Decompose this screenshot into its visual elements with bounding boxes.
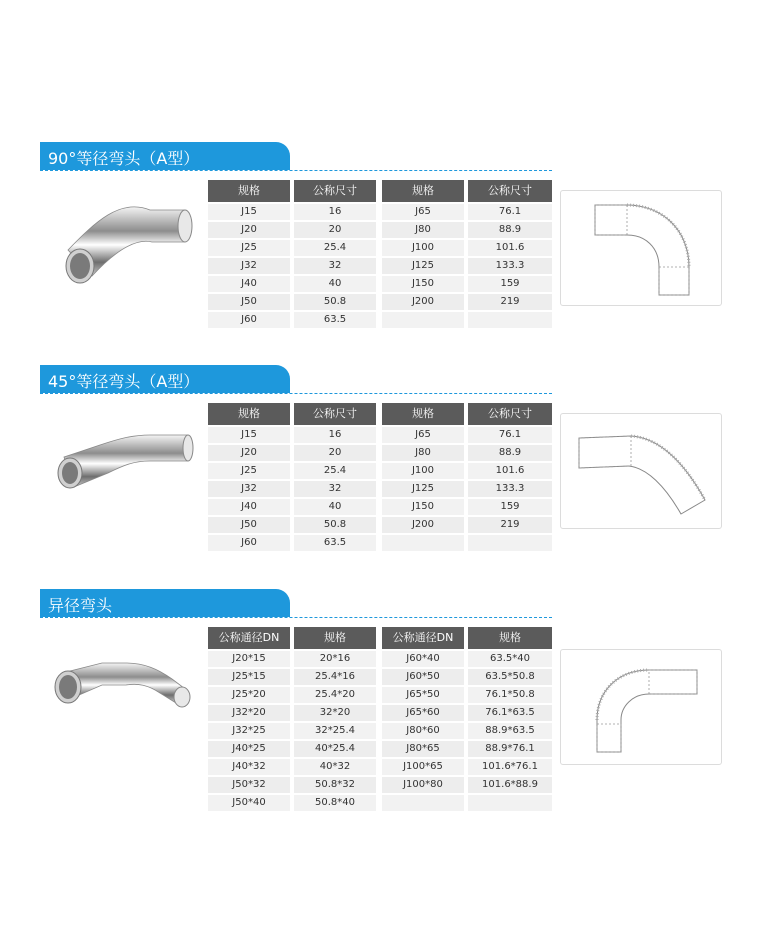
header-cell: 规格 [382, 403, 464, 425]
header-cell: 公称尺寸 [294, 180, 376, 202]
table-cell: 219 [468, 517, 552, 533]
stainless-45-degree-elbow-icon [40, 415, 200, 535]
table-row [208, 669, 552, 685]
table-row [208, 427, 552, 443]
table-cell: J65 [382, 427, 464, 443]
section-45-elbow [0, 365, 770, 565]
table-cell: J65*60 [382, 705, 464, 721]
table-cell: J15 [208, 204, 290, 220]
table-cell: 25.4*16 [294, 669, 376, 685]
table-cell: J80 [382, 445, 464, 461]
table-cell [382, 312, 464, 328]
table-row [208, 481, 552, 497]
table-cell: J32*25 [208, 723, 290, 739]
table-cell: J60 [208, 312, 290, 328]
table-cell: J32 [208, 258, 290, 274]
table-cell: J60 [208, 535, 290, 551]
header-cell: 规格 [294, 627, 376, 649]
header-cell: 公称尺寸 [468, 403, 552, 425]
table-row [208, 651, 552, 667]
table-cell: J50 [208, 517, 290, 533]
table-cell: J20*15 [208, 651, 290, 667]
table-cell: J100 [382, 463, 464, 479]
table-cell: J40*32 [208, 759, 290, 775]
table-cell: J32 [208, 481, 290, 497]
table-row [208, 795, 552, 811]
table-row [208, 204, 552, 220]
table-cell: 88.9*76.1 [468, 741, 552, 757]
table-cell: 88.9 [468, 445, 552, 461]
table-cell: 32*20 [294, 705, 376, 721]
table-cell: 63.5*50.8 [468, 669, 552, 685]
header-cell: 规格 [208, 403, 290, 425]
stainless-reducing-elbow-icon [40, 639, 200, 759]
header-cell: 公称通径DN [382, 627, 464, 649]
reducing-elbow-drawing-icon [560, 649, 722, 765]
table-cell: 32 [294, 481, 376, 497]
table-cell [468, 535, 552, 551]
table-cell: 16 [294, 427, 376, 443]
table-cell: J15 [208, 427, 290, 443]
table-cell: 63.5*40 [468, 651, 552, 667]
header-cell: 规格 [382, 180, 464, 202]
table-cell: 25.4*20 [294, 687, 376, 703]
table-cell: 25.4 [294, 463, 376, 479]
table-cell: J80*65 [382, 741, 464, 757]
table-cell: 40 [294, 499, 376, 515]
table-row [208, 687, 552, 703]
table-cell: J40 [208, 276, 290, 292]
table-row [208, 517, 552, 533]
90-degree-elbow-drawing-icon [560, 190, 722, 306]
table-cell: J200 [382, 294, 464, 310]
table-cell: J20 [208, 222, 290, 238]
table-cell: J60*40 [382, 651, 464, 667]
table-cell: J80 [382, 222, 464, 238]
table-cell: 20 [294, 445, 376, 461]
table-row [208, 705, 552, 721]
table-cell: J50 [208, 294, 290, 310]
table-cell: 133.3 [468, 258, 552, 274]
table-cell: 20*16 [294, 651, 376, 667]
table-cell: 50.8 [294, 294, 376, 310]
table-cell: J25 [208, 463, 290, 479]
table-cell: J50*32 [208, 777, 290, 793]
table-cell: J32*20 [208, 705, 290, 721]
table-cell: J65 [382, 204, 464, 220]
table-cell: J150 [382, 276, 464, 292]
table-cell: J50*40 [208, 795, 290, 811]
table-cell: 159 [468, 276, 552, 292]
table-cell: 32*25.4 [294, 723, 376, 739]
table-cell: J25*15 [208, 669, 290, 685]
table-cell: 101.6 [468, 463, 552, 479]
header-cell: 公称尺寸 [294, 403, 376, 425]
header-cell: 规格 [468, 627, 552, 649]
table-cell: 63.5 [294, 312, 376, 328]
table-cell: 159 [468, 499, 552, 515]
table-cell: J65*50 [382, 687, 464, 703]
header-cell: 公称尺寸 [468, 180, 552, 202]
table-cell: 101.6 [468, 240, 552, 256]
section-title: 异径弯头 [48, 596, 113, 615]
table-cell: 76.1 [468, 427, 552, 443]
table-cell: J125 [382, 481, 464, 497]
table-cell: J150 [382, 499, 464, 515]
table-cell: 32 [294, 258, 376, 274]
table-cell: 40*32 [294, 759, 376, 775]
table-row [208, 445, 552, 461]
table-cell: J100*65 [382, 759, 464, 775]
table-cell: J25*20 [208, 687, 290, 703]
table-row [208, 723, 552, 739]
table-cell: J100*80 [382, 777, 464, 793]
table-cell: J25 [208, 240, 290, 256]
table-cell: 88.9 [468, 222, 552, 238]
table-cell: J80*60 [382, 723, 464, 739]
section-divider [40, 393, 552, 394]
table-cell: 76.1*63.5 [468, 705, 552, 721]
table-cell: J40 [208, 499, 290, 515]
table-cell: 76.1 [468, 204, 552, 220]
table-cell: J60*50 [382, 669, 464, 685]
section-reducing-elbow [0, 589, 770, 808]
section-title: 90°等径弯头（A型） [48, 149, 200, 168]
table-cell [382, 795, 464, 811]
table-cell: 50.8*32 [294, 777, 376, 793]
table-row [208, 294, 552, 310]
table-row [208, 777, 552, 793]
table-cell [468, 795, 552, 811]
table-cell [382, 535, 464, 551]
table-row [208, 222, 552, 238]
section-header [40, 365, 290, 393]
table-row [208, 463, 552, 479]
section-title: 45°等径弯头（A型） [48, 372, 200, 391]
header-cell: 公称通径DN [208, 627, 290, 649]
table-cell: J200 [382, 517, 464, 533]
table-row [208, 240, 552, 256]
table-cell: 76.1*50.8 [468, 687, 552, 703]
table-cell: J20 [208, 445, 290, 461]
table-row [208, 741, 552, 757]
section-divider [40, 617, 552, 618]
section-header [40, 142, 290, 170]
table-row [208, 258, 552, 274]
table-cell: 88.9*63.5 [468, 723, 552, 739]
table-row [208, 312, 552, 328]
table-cell: 25.4 [294, 240, 376, 256]
table-cell: 133.3 [468, 481, 552, 497]
table-cell [468, 312, 552, 328]
section-90-elbow [0, 142, 770, 342]
45-degree-elbow-drawing-icon [560, 413, 722, 529]
table-row [208, 759, 552, 775]
table-cell: 40 [294, 276, 376, 292]
table-row [208, 276, 552, 292]
table-row [208, 535, 552, 551]
table-row [208, 499, 552, 515]
section-divider [40, 170, 552, 171]
table-cell: J40*25 [208, 741, 290, 757]
section-header [40, 589, 290, 617]
table-cell: 50.8*40 [294, 795, 376, 811]
table-cell: 40*25.4 [294, 741, 376, 757]
table-cell: J125 [382, 258, 464, 274]
table-cell: 101.6*88.9 [468, 777, 552, 793]
table-cell: J100 [382, 240, 464, 256]
table-cell: 63.5 [294, 535, 376, 551]
table-cell: 16 [294, 204, 376, 220]
header-cell: 规格 [208, 180, 290, 202]
table-cell: 50.8 [294, 517, 376, 533]
stainless-90-degree-elbow-icon [40, 192, 200, 312]
table-cell: 101.6*76.1 [468, 759, 552, 775]
table-cell: 20 [294, 222, 376, 238]
table-cell: 219 [468, 294, 552, 310]
